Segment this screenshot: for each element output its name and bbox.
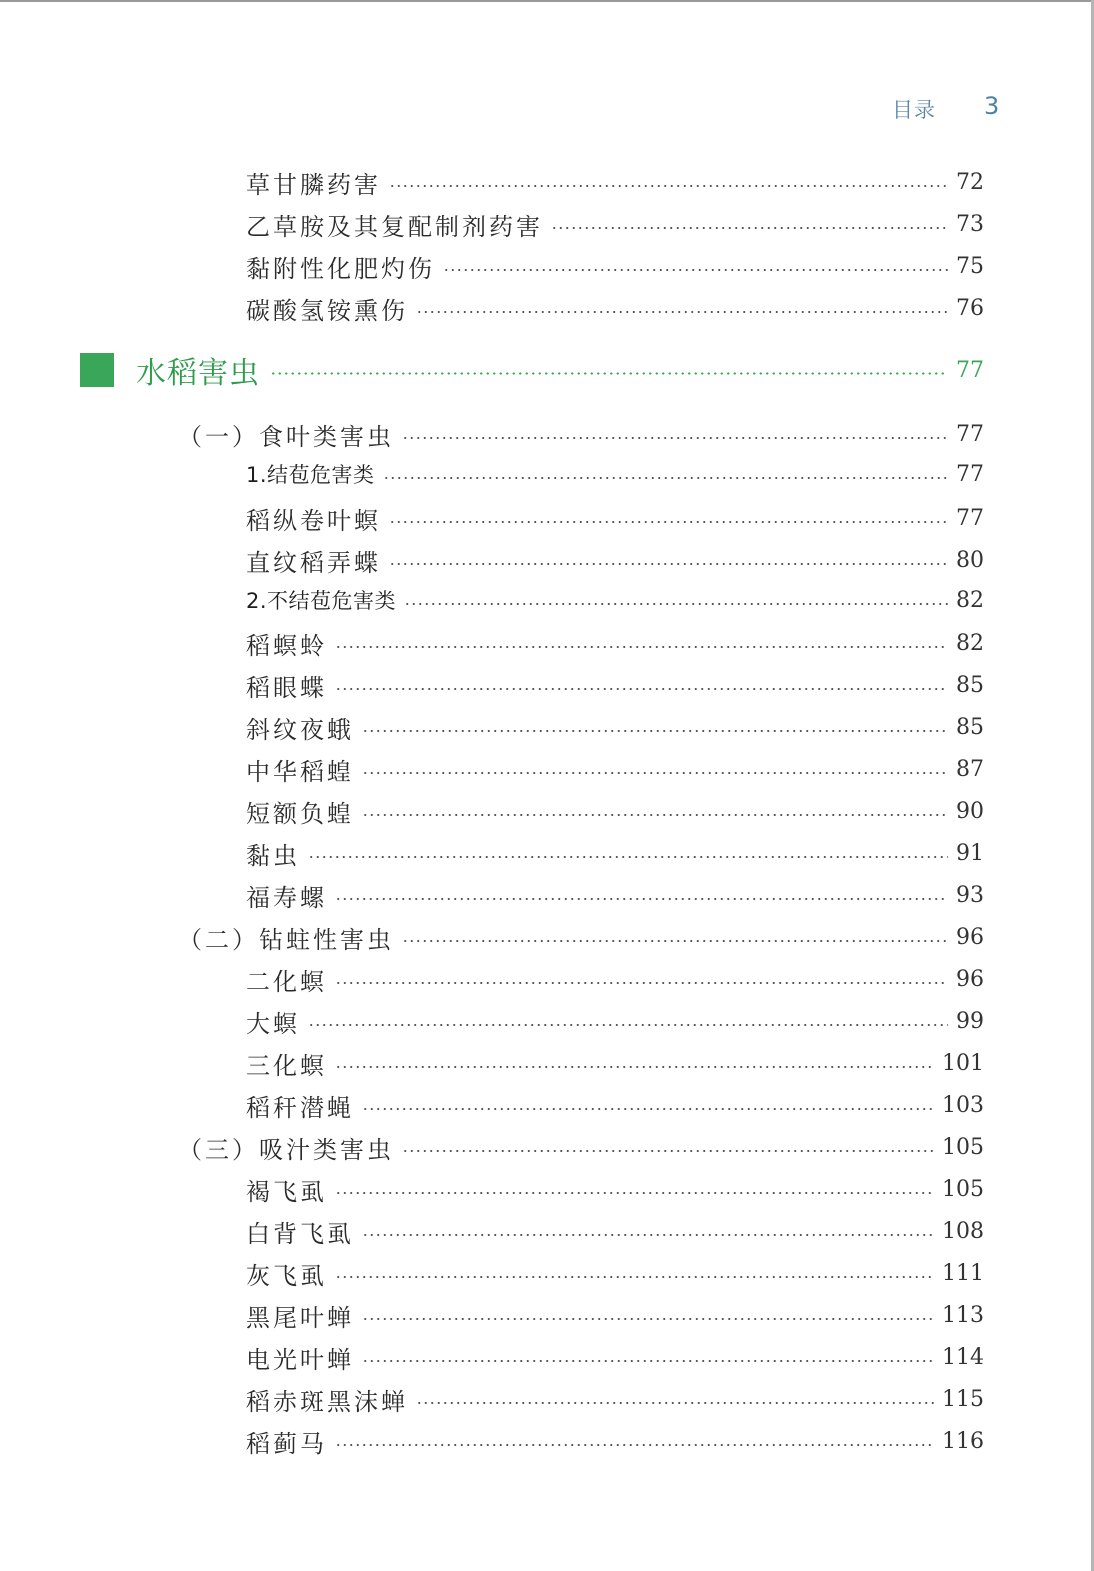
- toc-entry-page: 105: [942, 1134, 984, 1160]
- dot-leader: [402, 940, 948, 942]
- toc-entry-page: 75: [956, 253, 984, 279]
- section-marker-icon: [80, 353, 114, 387]
- toc-entry-title: （三）吸汁类害虫: [178, 1135, 394, 1164]
- toc-entry-title: 碳酸氢铵熏伤: [246, 296, 408, 325]
- toc-entry-page: 99: [956, 1008, 984, 1034]
- toc-entry-row[interactable]: [246, 291, 984, 325]
- toc-entry-row[interactable]: [246, 1424, 984, 1458]
- toc-entry-title: 稻纵卷叶螟: [246, 506, 381, 535]
- toc-entry-title: 三化螟: [246, 1051, 327, 1080]
- dot-leader: [362, 1234, 934, 1236]
- page-number: 3: [984, 92, 1000, 120]
- toc-entry-row[interactable]: [246, 1256, 984, 1290]
- toc-entry-row[interactable]: [246, 1340, 984, 1374]
- toc-entry-title: 直纹稻弄蝶: [246, 548, 381, 577]
- toc-entry-title: 黏虫: [246, 841, 300, 870]
- toc-entry-row[interactable]: [246, 794, 984, 828]
- toc-entry-page: 91: [956, 840, 984, 866]
- section-page-number: 77: [956, 357, 984, 383]
- toc-entry-page: 113: [942, 1302, 984, 1328]
- toc-entry-page: 85: [956, 714, 984, 740]
- dot-leader: [270, 372, 946, 375]
- toc-entry-page: 114: [942, 1344, 984, 1370]
- toc-entry-page: 101: [942, 1050, 984, 1076]
- dot-leader: [335, 646, 948, 648]
- toc-entry-page: 116: [942, 1428, 984, 1454]
- toc-entry-page: 103: [942, 1092, 984, 1118]
- toc-entry-page: 87: [956, 756, 984, 782]
- dot-leader: [416, 1402, 934, 1404]
- toc-entry-row[interactable]: [246, 543, 984, 577]
- toc-entry-row[interactable]: [246, 836, 984, 870]
- toc-entry-title: 黑尾叶蝉: [246, 1303, 354, 1332]
- toc-entry-row[interactable]: [246, 752, 984, 786]
- toc-entry-title: 电光叶蝉: [246, 1345, 354, 1374]
- dot-leader: [404, 603, 948, 605]
- toc-entry-row[interactable]: [246, 1046, 984, 1080]
- toc-entry-row[interactable]: [246, 207, 984, 241]
- dot-leader: [335, 1066, 934, 1068]
- dot-leader: [362, 1360, 934, 1362]
- toc-entry-row[interactable]: [246, 249, 984, 283]
- toc-entry-page: 73: [956, 211, 984, 237]
- toc-entry-title: 稻螟蛉: [246, 631, 327, 660]
- dot-leader: [389, 563, 948, 565]
- toc-entry-row[interactable]: [246, 710, 984, 744]
- toc-entry-row[interactable]: [246, 1004, 984, 1038]
- toc-entry-title: （二）钻蛀性害虫: [178, 925, 394, 954]
- toc-entry-row[interactable]: [246, 1214, 984, 1248]
- dot-leader: [383, 477, 948, 479]
- toc-entry-row[interactable]: [246, 626, 984, 660]
- dot-leader: [443, 269, 948, 271]
- toc-entry-title: 灰飞虱: [246, 1261, 327, 1290]
- dot-leader: [335, 1444, 934, 1446]
- toc-entry-row[interactable]: [246, 501, 984, 535]
- toc-entry-page: 82: [956, 630, 984, 656]
- dot-leader: [362, 730, 948, 732]
- dot-leader: [362, 1108, 934, 1110]
- toc-entry-page: 108: [942, 1218, 984, 1244]
- dot-leader: [308, 1024, 948, 1026]
- toc-entry-page: 72: [956, 169, 984, 195]
- toc-entry-title: 稻赤斑黑沫蝉: [246, 1387, 408, 1416]
- toc-entry-row[interactable]: [246, 1382, 984, 1416]
- toc-entry-row[interactable]: [246, 878, 984, 912]
- toc-entry-row[interactable]: [246, 1298, 984, 1332]
- toc-entry-page: 111: [942, 1260, 984, 1286]
- dot-leader: [362, 814, 948, 816]
- toc-entry-title: 二化螟: [246, 967, 327, 996]
- toc-entry-title: 2.不结苞危害类: [246, 589, 397, 613]
- toc-entry-title: 黏附性化肥灼伤: [246, 254, 435, 283]
- toc-entry-page: 90: [956, 798, 984, 824]
- dot-leader: [362, 772, 948, 774]
- toc-entry-title: 稻眼蝶: [246, 673, 327, 702]
- toc-entry-page: 77: [956, 461, 984, 487]
- dot-leader: [308, 856, 948, 858]
- toc-entry-title: （一）食叶类害虫: [178, 422, 394, 451]
- toc-entry-title: 草甘膦药害: [246, 170, 381, 199]
- toc-entry-page: 85: [956, 672, 984, 698]
- dot-leader: [402, 437, 948, 439]
- dot-leader: [335, 1192, 934, 1194]
- section-heading[interactable]: [80, 350, 984, 390]
- toc-entry-page: 77: [956, 505, 984, 531]
- dot-leader: [362, 1318, 934, 1320]
- dot-leader: [335, 1276, 934, 1278]
- dot-leader: [402, 1150, 934, 1152]
- toc-entry-title: 大螟: [246, 1009, 300, 1038]
- toc-entry-title: 1.结苞危害类: [246, 463, 375, 487]
- toc-entry-page: 76: [956, 295, 984, 321]
- toc-entry-row[interactable]: [246, 1172, 984, 1206]
- toc-entry-page: 80: [956, 547, 984, 573]
- toc-entry-page: 82: [956, 587, 984, 613]
- toc-category-row[interactable]: [178, 920, 984, 954]
- toc-entry-page: 115: [942, 1386, 984, 1412]
- dot-leader: [335, 898, 948, 900]
- section-title: 水稻害虫: [136, 356, 260, 391]
- running-head-label: 目录: [892, 98, 936, 122]
- toc-entry-title: 稻秆潜蝇: [246, 1093, 354, 1122]
- dot-leader: [416, 311, 948, 313]
- toc-entry-title: 福寿螺: [246, 883, 327, 912]
- dot-leader: [389, 521, 948, 523]
- toc-entry-title: 褐飞虱: [246, 1177, 327, 1206]
- toc-entry-row[interactable]: [246, 962, 984, 996]
- toc-category-row[interactable]: [178, 1130, 984, 1164]
- toc-entry-title: 稻蓟马: [246, 1429, 327, 1458]
- toc-category-row[interactable]: [178, 417, 984, 451]
- toc-entry-title: 白背飞虱: [246, 1219, 354, 1248]
- toc-entry-row[interactable]: [246, 165, 984, 199]
- toc-entry-title: 中华稻蝗: [246, 757, 354, 786]
- toc-subgroup-row[interactable]: [246, 457, 984, 491]
- toc-entry-page: 105: [942, 1176, 984, 1202]
- toc-entry-title: 斜纹夜蛾: [246, 715, 354, 744]
- dot-leader: [335, 982, 948, 984]
- toc-entry-title: 乙草胺及其复配制剂药害: [246, 212, 543, 241]
- toc-entry-row[interactable]: [246, 668, 984, 702]
- toc-entry-page: 77: [956, 421, 984, 447]
- toc-entry-title: 短额负蝗: [246, 799, 354, 828]
- toc-subgroup-row[interactable]: [246, 583, 984, 617]
- toc-entry-page: 96: [956, 924, 984, 950]
- dot-leader: [551, 227, 948, 229]
- toc-entry-page: 96: [956, 966, 984, 992]
- toc-entry-page: 93: [956, 882, 984, 908]
- dot-leader: [335, 688, 948, 690]
- toc-entry-row[interactable]: [246, 1088, 984, 1122]
- dot-leader: [389, 185, 948, 187]
